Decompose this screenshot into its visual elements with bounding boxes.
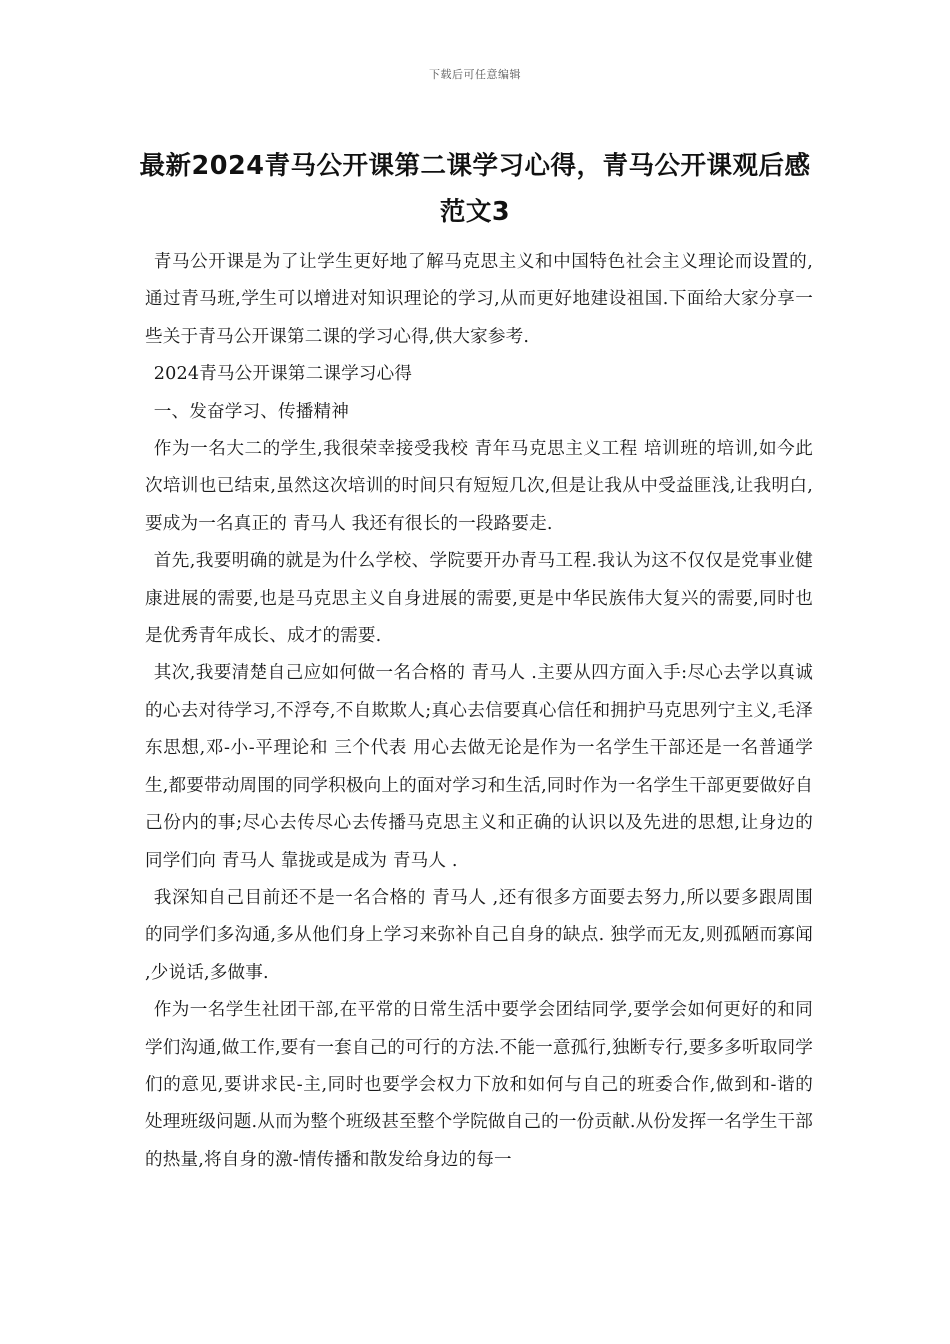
paragraph: 我深知自己目前还不是一名合格的 青马人 ,还有很多方面要去努力,所以要多跟周围的同学们多沟通,多从他们身上学习来弥补自己自身的缺点. 独学而无友,则孤陋而寡闻 ,少说话,多做事. xyxy=(145,887,813,983)
paragraph: 其次,我要清楚自己应如何做一名合格的 青马人 .主要从四方面入手:尽心去学以真诚的心去对待学习,不浮夸,不自欺欺人;真心去信要真心信任和拥护马克思列宁主义,毛泽东思想,邓-小-平理论和 三个代表 用心去做无论是作为一名学生干部还是一名普通学生,都要带动周围的同学积极向上的面对学习和生活,同时作为一名学生干部更要做好自己份内的事;尽心去传尽心去传播马克思主义和正确的认识以及先进的思想,让身边的同学们向 青马人 靠拢或是成为 青马人 . xyxy=(145,663,814,871)
subsection-heading: 一、发奋学习、传播精神 xyxy=(153,401,349,422)
section-heading: 2024青马公开课第二课学习心得 xyxy=(153,364,413,385)
paragraph: 首先,我要明确的就是为什么学校、学院要开办青马工程.我认为这不仅仅是党事业健康进展的需要,也是马克思主义自身进展的需要,更是中华民族伟大复兴的需要,同时也是优秀青年成长、成才的需要. xyxy=(145,551,813,647)
paragraph: 作为一名大二的学生,我很荣幸接受我校 青年马克思主义工程 培训班的培训,如今此次培训也已结束,虽然这次培训的时间只有短短几次,但是让我从中受益匪浅,让我明白,要成为一名真正的 青马人 我还有很长的一段路要走. xyxy=(145,439,813,534)
paragraph: 作为一名学生社团干部,在平常的日常生活中要学会团结同学,要学会如何更好的和同学们沟通,做工作,要有一套自己的可行的方法.不能一意孤行,独断专行,要多多听取同学们的意见,要讲求民-主,同时也要学会权力下放和如何与自己的班委合作,做到和-谐的处理班级问题.从而为整个班级甚至整个学院做自己的一份贡献.从份发挥一名学生干部的热量,将自身的激-情传播和散发给身边的每一 xyxy=(145,1000,814,1170)
paragraph-intro: 青马公开课是为了让学生更好地了解马克思主义和中国特色社会主义理论而设置的,通过青马班,学生可以增进对知识理论的学习,从而更好地建设祖国.下面给大家分享一些关于青马公开课第二课的学习心得,供大家参考. xyxy=(145,252,813,347)
header-note: 下载后可任意编辑 xyxy=(429,68,521,81)
document-body xyxy=(145,244,813,1179)
document-title: 最新2024青马公开课第二课学习心得，青马公开课观后感范文3 xyxy=(139,151,811,227)
